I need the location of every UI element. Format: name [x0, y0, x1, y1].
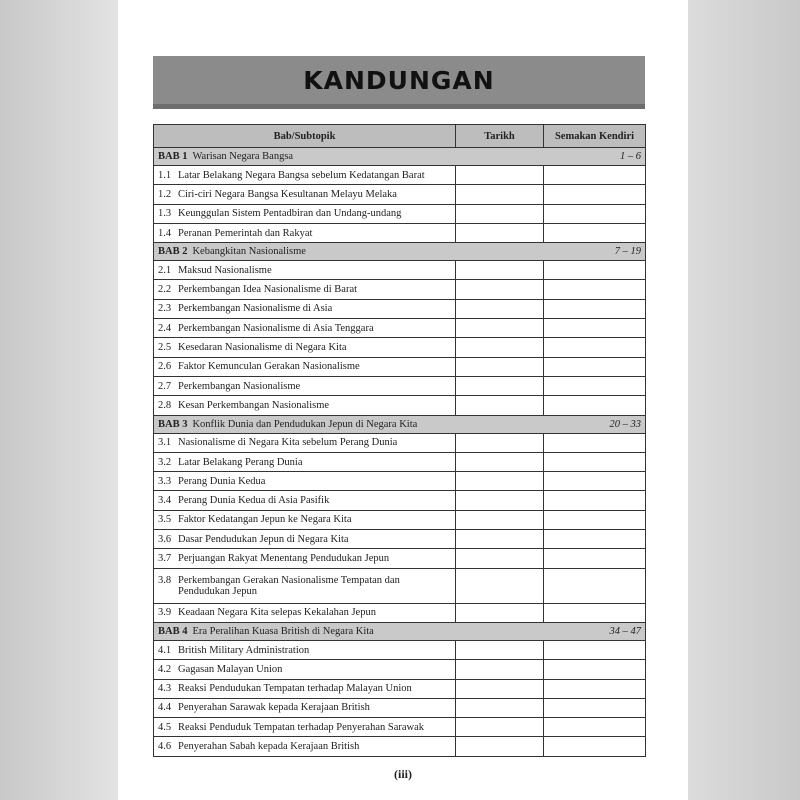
- subtopic-row: [154, 679, 646, 698]
- subtopic-number: 1.3: [158, 208, 172, 220]
- chapter-pages: 7 – 19: [614, 246, 641, 258]
- chapter-number: BAB 4: [158, 625, 188, 637]
- tarikh-cell[interactable]: [456, 338, 544, 357]
- subtopic-cell: [154, 640, 456, 659]
- subtopic-row: [154, 549, 646, 568]
- semakan-kendiri-cell[interactable]: [544, 319, 646, 338]
- subtopic-cell: [154, 660, 456, 679]
- subtopic-number: 4.2: [158, 663, 172, 675]
- right-background: [688, 0, 800, 800]
- subtopic-row: [154, 660, 646, 679]
- semakan-kendiri-cell[interactable]: [544, 261, 646, 280]
- subtopic-title: Dasar Pendudukan Jepun di Negara Kita: [178, 533, 349, 545]
- tarikh-cell[interactable]: [456, 549, 544, 568]
- chapter-title-group: [158, 246, 306, 257]
- title-banner: [153, 56, 645, 109]
- subtopic-cell: [154, 319, 456, 338]
- tarikh-cell[interactable]: [456, 376, 544, 395]
- subtopic-title: Perkembangan Gerakan Nasionalisme Tempatan dan Pendudukan Jepun: [178, 574, 400, 597]
- tarikh-cell[interactable]: [456, 319, 544, 338]
- tarikh-cell[interactable]: [456, 679, 544, 698]
- subtopic-title: Perkembangan Nasionalisme di Asia Tenggara: [178, 322, 374, 334]
- semakan-kendiri-cell[interactable]: [544, 433, 646, 452]
- subtopic-row: [154, 472, 646, 491]
- semakan-kendiri-cell[interactable]: [544, 357, 646, 376]
- subtopic-number: 3.7: [158, 552, 172, 564]
- tarikh-cell[interactable]: [456, 603, 544, 622]
- subtopic-row: [154, 299, 646, 318]
- semakan-kendiri-cell[interactable]: [544, 660, 646, 679]
- subtopic-row: [154, 261, 646, 280]
- subtopic-row: [154, 737, 646, 756]
- subtopic-row: [154, 280, 646, 299]
- semakan-kendiri-cell[interactable]: [544, 452, 646, 471]
- semakan-kendiri-cell[interactable]: [544, 549, 646, 568]
- subtopic-cell: [154, 338, 456, 357]
- left-background: [0, 0, 118, 800]
- subtopic-row: [154, 166, 646, 185]
- subtopic-row: [154, 718, 646, 737]
- subtopic-title: Perang Dunia Kedua: [178, 475, 266, 487]
- page-number: (iii): [394, 767, 412, 781]
- tarikh-cell[interactable]: [456, 166, 544, 185]
- subtopic-number: 1.4: [158, 227, 172, 239]
- chapter-title: Era Peralihan Kuasa British di Negara Kita: [192, 625, 374, 637]
- subtopic-title: Perjuangan Rakyat Menentang Pendudukan Jepun: [178, 552, 390, 564]
- subtopic-row: [154, 452, 646, 471]
- chapter-title: Kebangkitan Nasionalisme: [192, 246, 306, 258]
- semakan-kendiri-cell[interactable]: [544, 338, 646, 357]
- semakan-kendiri-cell[interactable]: [544, 568, 646, 603]
- subtopic-title: Reaksi Pendudukan Tempatan terhadap Malayan Union: [178, 683, 412, 695]
- tarikh-cell[interactable]: [456, 491, 544, 510]
- tarikh-cell[interactable]: [456, 472, 544, 491]
- semakan-kendiri-cell[interactable]: [544, 204, 646, 223]
- subtopic-number: 2.2: [158, 284, 172, 296]
- subtopic-title: Faktor Kedatangan Jepun ke Negara Kita: [178, 514, 352, 526]
- chapter-number: BAB 1: [158, 151, 188, 162]
- subtopic-cell: [154, 568, 456, 603]
- subtopic-title: Perkembangan Idea Nasionalisme di Barat: [178, 284, 358, 296]
- semakan-kendiri-cell[interactable]: [544, 299, 646, 318]
- subtopic-cell: [154, 280, 456, 299]
- chapter-title-group: [158, 419, 417, 430]
- subtopic-number: 1.1: [158, 169, 172, 181]
- semakan-kendiri-cell[interactable]: [544, 718, 646, 737]
- subtopic-title: Ciri-ciri Negara Bangsa Kesultanan Melayu Melaka: [178, 188, 397, 200]
- table-body: [154, 148, 646, 757]
- tarikh-cell[interactable]: [456, 433, 544, 452]
- subtopic-title: British Military Administration: [178, 644, 310, 656]
- subtopic-number: 4.6: [158, 741, 172, 753]
- subtopic-row: [154, 640, 646, 659]
- chapter-title-group: [158, 626, 374, 637]
- subtopic-cell: [154, 299, 456, 318]
- semakan-kendiri-cell[interactable]: [544, 472, 646, 491]
- tarikh-cell[interactable]: [456, 204, 544, 223]
- semakan-kendiri-cell[interactable]: [544, 737, 646, 756]
- subtopic-number: 3.6: [158, 533, 172, 545]
- tarikh-cell[interactable]: [456, 261, 544, 280]
- subtopic-cell: [154, 679, 456, 698]
- chapter-heading: [158, 626, 641, 637]
- subtopic-number: 1.2: [158, 188, 172, 200]
- subtopic-title: Keadaan Negara Kita selepas Kekalahan Jepun: [178, 607, 376, 619]
- tarikh-cell[interactable]: [456, 530, 544, 549]
- tarikh-cell[interactable]: [456, 718, 544, 737]
- subtopic-cell: [154, 510, 456, 529]
- semakan-kendiri-cell[interactable]: [544, 280, 646, 299]
- semakan-kendiri-cell[interactable]: [544, 396, 646, 415]
- subtopic-cell: [154, 166, 456, 185]
- chapter-cell: [154, 415, 646, 433]
- subtopic-title: Latar Belakang Perang Dunia: [178, 456, 303, 468]
- header-bab-subtopik: Bab/Subtopik: [154, 125, 456, 148]
- tarikh-cell[interactable]: [456, 452, 544, 471]
- subtopic-number: 2.4: [158, 322, 172, 334]
- chapter-heading: [158, 246, 641, 257]
- subtopic-title: Reaksi Penduduk Tempatan terhadap Penyerahan Sarawak: [178, 721, 425, 733]
- subtopic-cell: [154, 223, 456, 242]
- subtopic-number: 2.8: [158, 399, 172, 411]
- chapter-title: Warisan Negara Bangsa: [192, 151, 294, 162]
- tarikh-cell[interactable]: [456, 510, 544, 529]
- subtopic-title: Perkembangan Nasionalisme di Asia: [178, 303, 333, 315]
- chapter-row: [154, 622, 646, 640]
- subtopic-title: Penyerahan Sarawak kepada Kerajaan British: [178, 702, 370, 714]
- subtopic-row: [154, 185, 646, 204]
- subtopic-cell: [154, 261, 456, 280]
- chapter-cell: [154, 243, 646, 261]
- subtopic-title: Latar Belakang Negara Bangsa sebelum Kedatangan Barat: [178, 169, 425, 181]
- contents-table: [153, 124, 646, 757]
- subtopic-title: Penyerahan Sabah kepada Kerajaan British: [178, 741, 360, 753]
- chapter-cell: [154, 622, 646, 640]
- semakan-kendiri-cell[interactable]: [544, 698, 646, 717]
- header-semakan-kendiri: Semakan Kendiri: [544, 125, 646, 148]
- header-tarikh: Tarikh: [456, 125, 544, 148]
- subtopic-row: [154, 357, 646, 376]
- semakan-kendiri-cell[interactable]: [544, 376, 646, 395]
- subtopic-cell: [154, 376, 456, 395]
- subtopic-title: Nasionalisme di Negara Kita sebelum Perang Dunia: [178, 437, 398, 449]
- subtopic-number: 2.1: [158, 264, 172, 276]
- subtopic-number: 3.1: [158, 437, 172, 449]
- subtopic-number: 3.3: [158, 475, 172, 487]
- subtopic-title: Kesedaran Nasionalisme di Negara Kita: [178, 342, 347, 354]
- subtopic-number: 2.5: [158, 342, 172, 354]
- page-title: KANDUNGAN: [303, 65, 495, 95]
- subtopic-cell: [154, 433, 456, 452]
- semakan-kendiri-cell[interactable]: [544, 223, 646, 242]
- subtopic-row: [154, 204, 646, 223]
- subtopic-row: [154, 376, 646, 395]
- semakan-kendiri-cell[interactable]: [544, 679, 646, 698]
- subtopic-row: [154, 338, 646, 357]
- subtopic-number: 4.1: [158, 644, 172, 656]
- subtopic-title: Keunggulan Sistem Pentadbiran dan Undang-undang: [178, 208, 402, 220]
- semakan-kendiri-cell[interactable]: [544, 185, 646, 204]
- subtopic-row: [154, 530, 646, 549]
- subtopic-cell: [154, 357, 456, 376]
- subtopic-cell: [154, 698, 456, 717]
- subtopic-row: [154, 319, 646, 338]
- subtopic-title: Maksud Nasionalisme: [178, 264, 272, 276]
- subtopic-number: 4.3: [158, 683, 172, 695]
- tarikh-cell[interactable]: [456, 568, 544, 603]
- tarikh-cell[interactable]: [456, 223, 544, 242]
- chapter-row: [154, 148, 646, 166]
- chapter-pages: 34 – 47: [609, 625, 641, 637]
- subtopic-number: 4.4: [158, 702, 172, 714]
- chapter-heading: [158, 151, 641, 162]
- semakan-kendiri-cell[interactable]: [544, 166, 646, 185]
- subtopic-cell: [154, 472, 456, 491]
- chapter-cell: [154, 148, 646, 166]
- subtopic-number: 3.8: [158, 574, 172, 586]
- semakan-kendiri-cell[interactable]: [544, 603, 646, 622]
- chapter-pages: 1 – 6: [620, 151, 641, 162]
- chapter-title: Konflik Dunia dan Pendudukan Jepun di Negara Kita: [192, 418, 418, 430]
- subtopic-row: [154, 698, 646, 717]
- subtopic-row: [154, 223, 646, 242]
- subtopic-cell: [154, 718, 456, 737]
- subtopic-number: 4.5: [158, 721, 172, 733]
- subtopic-number: 2.7: [158, 380, 172, 392]
- subtopic-title: Perang Dunia Kedua di Asia Pasifik: [178, 495, 330, 507]
- subtopic-row: [154, 568, 646, 603]
- subtopic-title: Kesan Perkembangan Nasionalisme: [178, 399, 330, 411]
- tarikh-cell[interactable]: [456, 357, 544, 376]
- semakan-kendiri-cell[interactable]: [544, 491, 646, 510]
- table-header-row: [154, 125, 646, 148]
- semakan-kendiri-cell[interactable]: [544, 640, 646, 659]
- subtopic-number: 3.4: [158, 495, 172, 507]
- chapter-heading: [158, 419, 641, 430]
- subtopic-title: Peranan Pemerintah dan Rakyat: [178, 227, 313, 239]
- subtopic-number: 3.9: [158, 607, 172, 619]
- tarikh-cell[interactable]: [456, 299, 544, 318]
- subtopic-number: 3.5: [158, 514, 172, 526]
- chapter-number: BAB 3: [158, 418, 188, 430]
- subtopic-number: 2.3: [158, 303, 172, 315]
- tarikh-cell[interactable]: [456, 185, 544, 204]
- subtopic-cell: [154, 491, 456, 510]
- tarikh-cell[interactable]: [456, 280, 544, 299]
- subtopic-cell: [154, 603, 456, 622]
- subtopic-cell: [154, 530, 456, 549]
- tarikh-cell[interactable]: [456, 396, 544, 415]
- subtopic-row: [154, 396, 646, 415]
- semakan-kendiri-cell[interactable]: [544, 510, 646, 529]
- subtopic-cell: [154, 396, 456, 415]
- subtopic-row: [154, 510, 646, 529]
- tarikh-cell[interactable]: [456, 698, 544, 717]
- subtopic-row: [154, 603, 646, 622]
- subtopic-number: 3.2: [158, 456, 172, 468]
- subtopic-number: 2.6: [158, 361, 172, 373]
- chapter-number: BAB 2: [158, 246, 188, 258]
- subtopic-title: Faktor Kemunculan Gerakan Nasionalisme: [178, 361, 360, 373]
- subtopic-title: Perkembangan Nasionalisme: [178, 380, 301, 392]
- chapter-title-group: [158, 151, 293, 162]
- chapter-row: [154, 243, 646, 261]
- subtopic-row: [154, 491, 646, 510]
- chapter-pages: 20 – 33: [609, 418, 641, 430]
- semakan-kendiri-cell[interactable]: [544, 530, 646, 549]
- subtopic-title: Gagasan Malayan Union: [178, 663, 283, 675]
- subtopic-cell: [154, 452, 456, 471]
- subtopic-cell: [154, 185, 456, 204]
- tarikh-cell[interactable]: [456, 737, 544, 756]
- subtopic-cell: [154, 204, 456, 223]
- tarikh-cell[interactable]: [456, 660, 544, 679]
- tarikh-cell[interactable]: [456, 640, 544, 659]
- subtopic-cell: [154, 549, 456, 568]
- chapter-row: [154, 415, 646, 433]
- subtopic-cell: [154, 737, 456, 756]
- subtopic-row: [154, 433, 646, 452]
